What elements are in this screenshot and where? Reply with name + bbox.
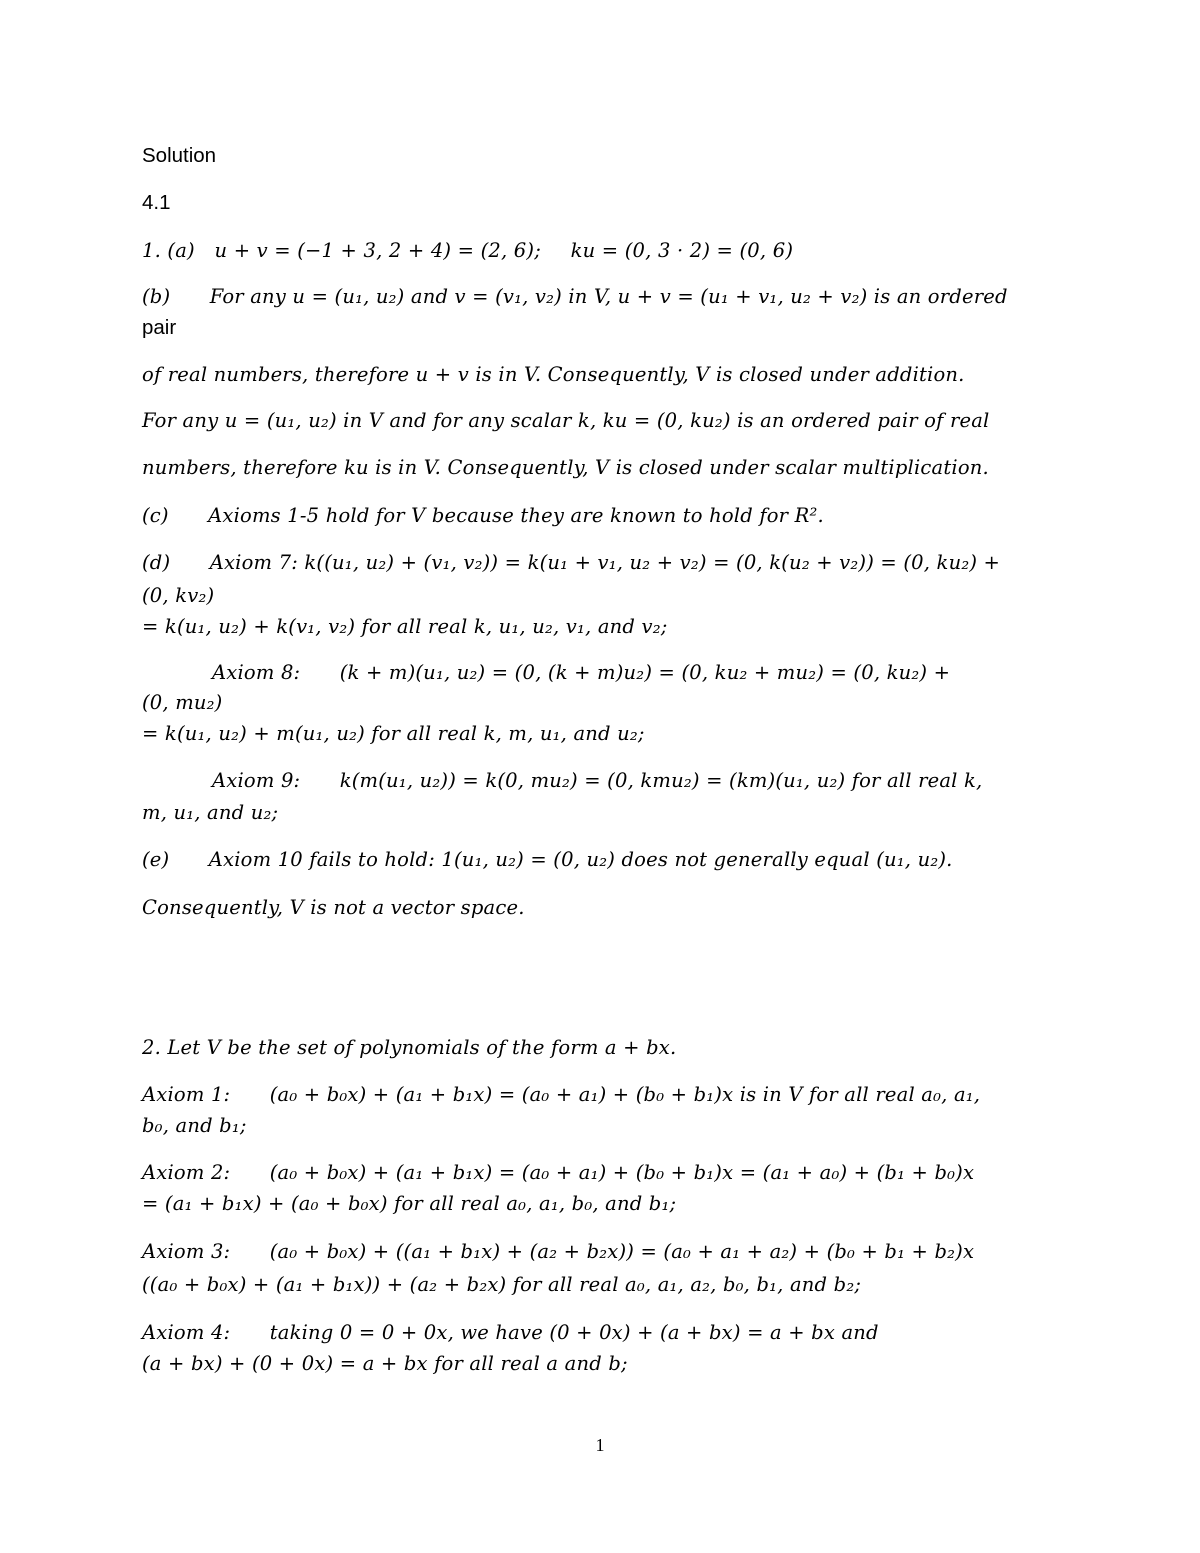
problem-1b-line-4: For any u = (u₁, u₂) in V and for any scalar k, ku = (0, ku₂) is an ordered pair of real bbox=[142, 409, 990, 432]
problem-1c-line: (c) Axioms 1-5 hold for V because they are known to hold for R². bbox=[142, 504, 824, 527]
problem-2-axiom1-line-1: Axiom 1: (a₀ + b₀x) + (a₁ + b₁x) = (a₀ + a₁) + (b₀ + b₁)x is in V for all real a₀, a₁, bbox=[142, 1083, 981, 1106]
problem-1-conclusion: Consequently, V is not a vector space. bbox=[142, 896, 525, 919]
problem-1d-axiom8-line-2: (0, mu₂) bbox=[142, 691, 223, 714]
problem-2-axiom2-line-2: = (a₁ + b₁x) + (a₀ + b₀x) for all real a₀, a₁, b₀, and b₁; bbox=[142, 1192, 677, 1215]
section-number: 4.1 bbox=[142, 191, 171, 214]
problem-2-axiom4-line-2: (a + bx) + (0 + 0x) = a + bx for all real a and b; bbox=[142, 1352, 628, 1375]
problem-1d-axiom7-line-2: (0, kv₂) bbox=[142, 584, 215, 607]
heading-solution: Solution bbox=[142, 144, 217, 167]
problem-2-axiom3-line-1: Axiom 3: (a₀ + b₀x) + ((a₁ + b₁x) + (a₂ + b₂x)) = (a₀ + a₁ + a₂) + (b₀ + b₁ + b₂)x bbox=[142, 1240, 975, 1263]
problem-1b-line-1: (b) For any u = (u₁, u₂) and v = (v₁, v₂) in V, u + v = (u₁ + v₁, u₂ + v₂) is an ordered bbox=[142, 285, 1008, 308]
problem-1d-axiom7-line-1: (d) Axiom 7: k((u₁, u₂) + (v₁, v₂)) = k(u₁ + v₁, u₂ + v₂) = (0, k(u₂ + v₂)) = (0, ku₂) + bbox=[142, 551, 1001, 574]
page-number: 1 bbox=[595, 1435, 605, 1455]
problem-1d-axiom7-line-3: = k(u₁, u₂) + k(v₁, v₂) for all real k, u₁, u₂, v₁, and v₂; bbox=[142, 615, 668, 638]
problem-1b-line-5: numbers, therefore ku is in V. Consequently, V is closed under scalar multiplication. bbox=[142, 456, 989, 479]
problem-2-axiom1-line-2: b₀, and b₁; bbox=[142, 1114, 247, 1137]
problem-1b-line-3: of real numbers, therefore u + v is in V. Consequently, V is closed under addition. bbox=[142, 363, 965, 386]
problem-2-axiom2-line-1: Axiom 2: (a₀ + b₀x) + (a₁ + b₁x) = (a₀ + a₁) + (b₀ + b₁)x = (a₁ + a₀) + (b₁ + b₀)x bbox=[142, 1161, 975, 1184]
problem-1d-axiom8-line-3: = k(u₁, u₂) + m(u₁, u₂) for all real k, m, u₁, and u₂; bbox=[142, 722, 645, 745]
problem-1b-line-2: pair bbox=[142, 316, 177, 339]
problem-1d-axiom8-line-1: Axiom 8: (k + m)(u₁, u₂) = (0, (k + m)u₂) = (0, ku₂ + mu₂) = (0, ku₂) + bbox=[212, 661, 951, 684]
problem-1a-line: 1. (a) u + v = (−1 + 3, 2 + 4) = (2, 6); ku = (0, 3 · 2) = (0, 6) bbox=[142, 239, 794, 262]
problem-1d-axiom9-line-1: Axiom 9: k(m(u₁, u₂)) = k(0, mu₂) = (0, kmu₂) = (km)(u₁, u₂) for all real k, bbox=[212, 769, 983, 792]
problem-2-axiom4-line-1: Axiom 4: taking 0 = 0 + 0x, we have (0 + 0x) + (a + bx) = a + bx and bbox=[142, 1321, 879, 1344]
problem-2-intro: 2. Let V be the set of polynomials of the form a + bx. bbox=[142, 1036, 677, 1059]
problem-1d-axiom9-line-2: m, u₁, and u₂; bbox=[142, 801, 279, 824]
problem-1e-line: (e) Axiom 10 fails to hold: 1(u₁, u₂) = (0, u₂) does not generally equal (u₁, u₂). bbox=[142, 848, 953, 871]
problem-2-axiom3-line-2: ((a₀ + b₀x) + (a₁ + b₁x)) + (a₂ + b₂x) for all real a₀, a₁, a₂, b₀, b₁, and b₂; bbox=[142, 1273, 862, 1296]
